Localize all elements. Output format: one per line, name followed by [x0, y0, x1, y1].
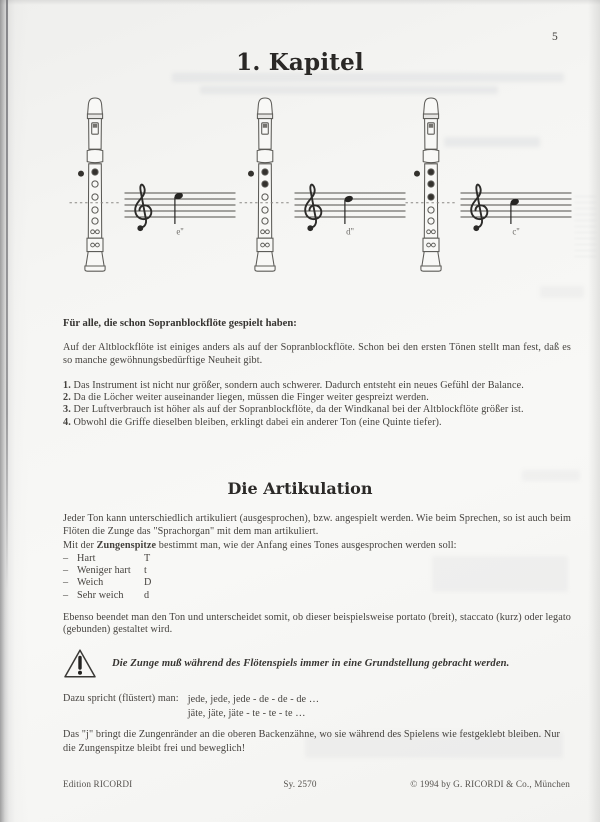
finger-hole-1-covered [428, 169, 434, 175]
double-hole-6 [261, 230, 265, 234]
double-hole-7 [427, 243, 431, 247]
speech-line: jede, jede, jede - de - de - de … [187, 694, 320, 705]
finger-hole-2-covered [262, 181, 268, 187]
recorder-foot-joint [87, 238, 103, 251]
staff-notation-slot [460, 181, 572, 239]
list-item-text: Der Luftverbrauch ist höher als auf der Sopranblockflöte, da der Windkanal bei der Altblockflöte größer ist. [73, 404, 524, 416]
recorder-diagram [65, 97, 125, 277]
tonguing-row [63, 577, 151, 589]
recorder-beak [424, 98, 439, 114]
staff-notation [124, 181, 236, 239]
fingering-chart [65, 97, 237, 277]
staff-notation [294, 181, 406, 239]
dash: – [63, 577, 69, 589]
treble-clef-icon [471, 185, 487, 232]
bleedthrough-staff-lines [574, 196, 596, 260]
fingering-chart [235, 97, 407, 277]
recorder-labium [263, 124, 267, 128]
page-number: 5 [552, 31, 558, 43]
list-item-number: 3. [63, 404, 71, 416]
recorder-joint [257, 150, 273, 163]
articulation-paragraph-2 [63, 539, 571, 552]
scan-edge-line [6, 0, 8, 590]
recorder-joint [87, 150, 103, 163]
recorder-joint [423, 150, 439, 163]
finger-hole-3-open [262, 194, 268, 200]
list-item-text: Obwohl die Griffe dieselben bleiben, erklingt dabei ein anderer Ton (eine Quinte tiefer). [73, 416, 442, 428]
recorder-diagram [235, 97, 295, 277]
recorder-foot-joint [423, 238, 439, 251]
recorder-foot-joint [257, 238, 273, 251]
treble-clef-icon [305, 185, 321, 232]
double-hole-6 [266, 230, 270, 234]
page-edge-shadow-left [0, 0, 28, 822]
tonguing-label: Weniger hart [77, 565, 131, 577]
double-hole-6 [96, 230, 100, 234]
dash: – [63, 589, 69, 601]
speech-line: jäte, jäte, jäte - te - te - te … [187, 707, 306, 719]
list-item-number: 1. [63, 380, 71, 391]
double-hole-6 [91, 230, 95, 234]
exclamation-triangle-icon [63, 648, 97, 679]
warning-note [63, 648, 571, 679]
thumb-hole-covered [414, 171, 420, 177]
footer-publisher: Edition RICORDI [63, 779, 133, 789]
section-heading-soprano-players: Für alle, die schon Sopranblockflöte gespielt haben: [63, 318, 297, 329]
note-label: d'' [346, 226, 354, 237]
intro-paragraph: Auf der Altblockflöte ist einiges anders als auf der Sopranblockflöte. Schon bei den ersten Tönen stellt man fest, daß es so manche gewöhnungsbedürftige Neuheit gibt. [63, 342, 571, 367]
section-heading-articulation: Die Artikulation [227, 479, 373, 498]
bleedthrough-mark [540, 286, 584, 298]
list-item-text: Das Instrument ist nicht nur größer, sondern auch schwerer. Dadurch entsteht ein neues Gefühl der Balance. [73, 380, 524, 391]
recorder-band [257, 114, 272, 119]
tonguing-label: Hart [77, 553, 96, 564]
list-item-number: 2. [63, 392, 71, 404]
footer-copyright: © 1994 by G. RICORDI & Co., München [410, 779, 570, 789]
recorder-band [423, 114, 438, 119]
fingering-chart [401, 97, 573, 277]
speech-paragraph: Das "j" bringt die Zungenränder an die oberen Backenzähne, wo sie während des Spielens wie festgeklebt bleiben. Nur die Zungenspitze bleibt frei und beweglich! [63, 729, 561, 754]
treble-clef-icon [135, 185, 151, 232]
finger-hole-1-covered [92, 169, 98, 175]
thumb-hole-covered [248, 171, 254, 177]
articulation-paragraph-3: Ebenso beendet man den Ton und unterscheidet somit, ob dieser beispielsweise portato (breit), staccato (kurz) oder legato (gebunden) gestaltet wird. [63, 612, 571, 636]
double-hole-7 [96, 243, 100, 247]
tonguing-row [63, 565, 151, 577]
paragraph-text: Mit der [63, 540, 97, 551]
finger-hole-4-open [262, 207, 268, 213]
finger-hole-1-covered [262, 169, 268, 175]
tonguing-symbol: D [144, 577, 152, 589]
double-hole-6 [427, 230, 431, 234]
finger-hole-2-covered [428, 181, 434, 187]
recorder-foot-flare [256, 252, 274, 266]
recorder-diagram-slot [401, 97, 461, 277]
recorder-diagram-slot [235, 97, 295, 277]
double-hole-6 [432, 230, 436, 234]
recorder-beak [88, 98, 103, 114]
list-item [63, 392, 573, 404]
finger-hole-5-open [262, 218, 268, 224]
numbered-list [63, 380, 573, 429]
list-item-number: 4. [63, 416, 71, 428]
page-edge-shadow-right [588, 0, 600, 822]
finger-hole-3-open [92, 194, 98, 200]
articulation-paragraph-1: Jeder Ton kann unterschiedlich artikuliert (ausgesprochen), bzw. angespielt werden. Wie beim Sprechen, so ist auch beim Flöten die Zunge das "Sprachorgan" mit dem man artikuliert. [63, 513, 571, 538]
note-label: c'' [512, 226, 520, 237]
recorder-foot-flare [86, 252, 104, 266]
staff-notation-slot [124, 181, 236, 239]
finger-hole-2-open [92, 181, 98, 187]
finger-hole-4-open [428, 207, 434, 213]
list-item-text: Da die Löcher weiter auseinander liegen, müssen die Finger weiter gespreizt werden. [73, 392, 429, 404]
recorder-foot-rim [85, 266, 105, 271]
finger-hole-5-open [428, 218, 434, 224]
recorder-foot-flare [422, 252, 440, 266]
recorder-beak [258, 98, 273, 114]
staff-notation [460, 181, 572, 239]
footer-plate-number: Sy. 2570 [283, 779, 317, 789]
tonguing-row [63, 553, 151, 565]
speech-prefix: Dazu spricht (flüstert) man: [63, 693, 179, 704]
recorder-labium [93, 124, 97, 128]
dash: – [63, 565, 69, 577]
recorder-band [87, 114, 102, 119]
chapter-title: 1. Kapitel [236, 49, 364, 76]
paragraph-text: bestimmt man, wie der Anfang eines Tones ausgesprochen werden soll: [156, 540, 457, 551]
list-item [63, 417, 573, 429]
tonguing-symbol: t [144, 565, 147, 577]
double-hole-7 [261, 243, 265, 247]
recorder-foot-rim [255, 266, 275, 271]
tonguing-list [63, 553, 151, 602]
staff-notation-slot [294, 181, 406, 239]
recorder-diagram [401, 97, 461, 277]
note-label: e'' [176, 226, 184, 237]
page-edge-shadow-top [0, 0, 600, 5]
finger-hole-5-open [92, 218, 98, 224]
recorder-foot-rim [421, 266, 441, 271]
warning-text: Die Zunge muß während des Flötenspiels immer in eine Grundstellung gebracht werden. [112, 658, 510, 669]
speech-lines [188, 693, 319, 720]
tonguing-row [63, 590, 151, 602]
list-item [63, 404, 573, 416]
list-item [63, 380, 573, 392]
bold-term-zungenspitze: Zungenspitze [96, 540, 157, 551]
tonguing-label: Sehr weich [77, 589, 124, 601]
bleedthrough-mark [200, 86, 498, 94]
double-hole-7 [266, 243, 270, 247]
finger-hole-3-covered [428, 194, 434, 200]
thumb-hole-covered [78, 171, 84, 177]
tonguing-label: Weich [77, 577, 104, 589]
recorder-labium [429, 124, 433, 128]
bleedthrough-mark [432, 556, 568, 592]
double-hole-7 [91, 243, 95, 247]
speech-exercise [63, 693, 319, 720]
tonguing-symbol: d [144, 589, 150, 601]
recorder-diagram-slot [65, 97, 125, 277]
double-hole-7 [432, 243, 436, 247]
dash: – [63, 553, 69, 564]
finger-hole-4-open [92, 207, 98, 213]
tonguing-symbol: T [144, 553, 151, 564]
